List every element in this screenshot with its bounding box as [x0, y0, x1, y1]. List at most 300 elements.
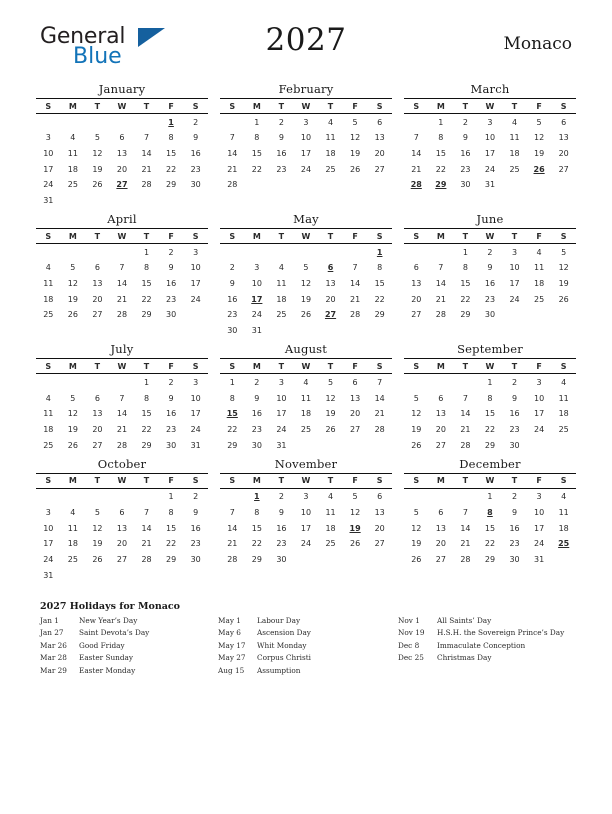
day-cell[interactable]: 14 [411, 148, 422, 158]
day-cell[interactable]: 28 [227, 555, 238, 565]
day-cell[interactable]: 21 [227, 539, 238, 549]
day-cell[interactable]: 23 [276, 164, 287, 174]
day-cell[interactable]: 5 [352, 117, 358, 127]
day-cell[interactable]: 11 [325, 133, 336, 143]
day-cell[interactable]: 8 [254, 133, 260, 143]
day-cell[interactable]: 12 [92, 523, 103, 533]
day-cell[interactable]: 14 [116, 409, 128, 419]
day-cell[interactable]: 5 [94, 133, 100, 143]
day-cell[interactable]: 6 [438, 393, 444, 403]
day-cell[interactable]: 25 [534, 294, 545, 304]
day-cell[interactable]: 27 [558, 164, 569, 174]
day-cell[interactable]: 10 [43, 148, 54, 158]
day-cell[interactable]: 29 [227, 440, 238, 450]
day-cell[interactable]: 6 [119, 133, 125, 143]
day-cell[interactable]: 2 [168, 377, 174, 387]
day-cell[interactable]: 1 [229, 377, 235, 387]
day-cell[interactable]: 3 [487, 117, 493, 127]
day-cell[interactable]: 20 [558, 148, 569, 158]
day-cell[interactable]: 26 [67, 440, 78, 450]
day-cell[interactable]: 24 [534, 539, 545, 549]
day-cell[interactable]: 12 [350, 133, 361, 143]
day-cell[interactable]: 15 [460, 279, 471, 289]
day-cell[interactable]: 3 [303, 492, 309, 502]
day-cell[interactable]: 29 [484, 555, 496, 565]
day-cell[interactable]: 18 [276, 294, 287, 304]
day-cell[interactable]: 22 [166, 539, 177, 549]
day-cell[interactable]: 2 [278, 492, 284, 502]
day-cell[interactable]: 19 [300, 294, 312, 304]
day-cell[interactable]: 16 [227, 294, 238, 304]
day-cell[interactable]: 11 [43, 409, 54, 419]
day-cell[interactable]: 2 [511, 377, 518, 387]
day-cell[interactable]: 8 [377, 263, 383, 273]
day-cell[interactable]: 17 [43, 164, 54, 174]
day-cell[interactable]: 12 [300, 279, 312, 289]
day-cell[interactable]: 13 [435, 523, 446, 533]
day-cell[interactable]: 13 [374, 133, 385, 143]
day-cell[interactable]: 9 [193, 507, 199, 517]
day-cell[interactable]: 9 [254, 393, 260, 403]
day-cell[interactable]: 6 [119, 507, 125, 517]
day-cell[interactable]: 13 [116, 523, 128, 533]
day-cell[interactable]: 23 [166, 294, 177, 304]
day-cell[interactable]: 19 [325, 409, 336, 419]
day-cell[interactable]: 30 [190, 555, 201, 565]
day-cell[interactable]: 9 [511, 393, 518, 403]
day-cell[interactable]: 26 [350, 539, 361, 549]
day-cell[interactable]: 2 [168, 247, 174, 257]
day-cell[interactable]: 29 [251, 555, 262, 565]
day-cell[interactable]: 22 [460, 294, 471, 304]
day-cell[interactable]: 14 [227, 523, 238, 533]
day-cell[interactable]: 1 [143, 377, 150, 387]
day-cell[interactable]: 26 [411, 555, 422, 565]
day-cell[interactable]: 9 [278, 133, 284, 143]
day-cell[interactable]: 20 [374, 148, 385, 158]
day-cell[interactable]: 20 [92, 424, 103, 434]
day-cell[interactable]: 31 [190, 440, 201, 450]
day-cell[interactable]: 31 [251, 326, 262, 336]
day-cell[interactable]: 24 [484, 164, 496, 174]
day-cell[interactable]: 4 [561, 377, 567, 387]
day-cell[interactable]: 9 [462, 133, 468, 143]
day-cell-holiday[interactable]: 6 [327, 263, 334, 273]
day-cell[interactable]: 13 [435, 409, 446, 419]
day-cell[interactable]: 24 [300, 164, 312, 174]
day-cell[interactable]: 18 [67, 164, 78, 174]
day-cell[interactable]: 8 [438, 133, 444, 143]
day-cell[interactable]: 6 [94, 393, 100, 403]
day-cell[interactable]: 22 [166, 164, 177, 174]
day-cell[interactable]: 7 [462, 507, 468, 517]
day-cell[interactable]: 24 [300, 539, 312, 549]
day-cell[interactable]: 23 [251, 424, 262, 434]
day-cell[interactable]: 3 [193, 377, 199, 387]
day-cell[interactable]: 28 [141, 555, 152, 565]
day-cell[interactable]: 11 [558, 393, 569, 403]
day-cell[interactable]: 29 [460, 310, 471, 320]
day-cell[interactable]: 10 [190, 263, 201, 273]
day-cell[interactable]: 7 [377, 377, 383, 387]
day-cell[interactable]: 4 [70, 133, 76, 143]
day-cell[interactable]: 28 [460, 440, 471, 450]
day-cell[interactable]: 30 [276, 555, 287, 565]
day-cell[interactable]: 29 [166, 180, 177, 190]
day-cell[interactable]: 28 [227, 180, 238, 190]
day-cell[interactable]: 15 [435, 148, 446, 158]
day-cell[interactable]: 30 [166, 440, 177, 450]
day-cell[interactable]: 18 [325, 148, 336, 158]
day-cell[interactable]: 5 [94, 507, 100, 517]
day-cell-holiday[interactable]: 25 [558, 539, 570, 549]
day-cell[interactable]: 24 [190, 424, 201, 434]
day-cell[interactable]: 12 [325, 393, 336, 403]
day-cell[interactable]: 23 [509, 539, 520, 549]
day-cell[interactable]: 30 [190, 180, 201, 190]
day-cell[interactable]: 23 [190, 539, 201, 549]
day-cell[interactable]: 3 [45, 507, 51, 517]
day-cell[interactable]: 21 [116, 424, 128, 434]
day-cell[interactable]: 16 [276, 523, 287, 533]
day-cell[interactable]: 20 [435, 424, 446, 434]
day-cell[interactable]: 14 [141, 148, 152, 158]
day-cell[interactable]: 10 [251, 279, 262, 289]
day-cell[interactable]: 19 [558, 279, 569, 289]
day-cell[interactable]: 10 [300, 507, 312, 517]
day-cell[interactable]: 24 [251, 310, 262, 320]
day-cell[interactable]: 12 [411, 523, 422, 533]
day-cell[interactable]: 24 [43, 555, 54, 565]
day-cell[interactable]: 24 [43, 180, 54, 190]
day-cell[interactable]: 17 [190, 279, 201, 289]
day-cell[interactable]: 12 [67, 409, 78, 419]
day-cell[interactable]: 29 [166, 555, 177, 565]
day-cell[interactable]: 11 [43, 279, 54, 289]
day-cell[interactable]: 19 [411, 539, 422, 549]
day-cell[interactable]: 1 [168, 492, 174, 502]
day-cell[interactable]: 12 [92, 148, 103, 158]
day-cell[interactable]: 16 [166, 279, 177, 289]
day-cell[interactable]: 26 [300, 310, 312, 320]
day-cell[interactable]: 16 [190, 523, 201, 533]
day-cell[interactable]: 15 [484, 409, 496, 419]
day-cell[interactable]: 22 [484, 424, 496, 434]
day-cell[interactable]: 21 [411, 164, 422, 174]
day-cell[interactable]: 5 [413, 393, 419, 403]
day-cell[interactable]: 27 [374, 164, 385, 174]
day-cell[interactable]: 4 [536, 247, 542, 257]
day-cell[interactable]: 18 [509, 148, 520, 158]
day-cell[interactable]: 30 [509, 440, 520, 450]
day-cell[interactable]: 6 [413, 263, 419, 273]
day-cell[interactable]: 16 [190, 148, 201, 158]
day-cell[interactable]: 25 [67, 555, 78, 565]
day-cell[interactable]: 7 [462, 393, 468, 403]
day-cell[interactable]: 10 [534, 393, 545, 403]
day-cell[interactable]: 5 [303, 263, 309, 273]
day-cell[interactable]: 24 [190, 294, 201, 304]
day-cell[interactable]: 31 [484, 180, 496, 190]
day-cell[interactable]: 27 [435, 555, 446, 565]
day-cell[interactable]: 23 [509, 424, 520, 434]
day-cell[interactable]: 3 [303, 117, 309, 127]
day-cell[interactable]: 27 [116, 555, 128, 565]
day-cell[interactable]: 28 [116, 440, 128, 450]
day-cell[interactable]: 21 [350, 294, 361, 304]
day-cell[interactable]: 5 [536, 117, 542, 127]
day-cell[interactable]: 5 [70, 263, 76, 273]
day-cell-holiday[interactable]: 27 [116, 180, 128, 190]
day-cell[interactable]: 3 [193, 247, 199, 257]
day-cell[interactable]: 22 [141, 294, 152, 304]
day-cell[interactable]: 27 [374, 539, 385, 549]
day-cell[interactable]: 14 [460, 409, 471, 419]
day-cell[interactable]: 20 [116, 164, 128, 174]
day-cell-holiday[interactable]: 19 [349, 523, 361, 533]
day-cell[interactable]: 18 [43, 294, 54, 304]
day-cell[interactable]: 23 [484, 294, 496, 304]
day-cell[interactable]: 31 [276, 440, 287, 450]
day-cell[interactable]: 20 [116, 539, 128, 549]
day-cell[interactable]: 7 [229, 507, 235, 517]
day-cell[interactable]: 12 [67, 279, 78, 289]
day-cell[interactable]: 7 [143, 507, 150, 517]
day-cell[interactable]: 21 [116, 294, 128, 304]
day-cell[interactable]: 26 [92, 555, 103, 565]
day-cell-holiday[interactable]: 1 [168, 117, 174, 127]
day-cell[interactable]: 13 [92, 279, 103, 289]
day-cell[interactable]: 17 [534, 409, 545, 419]
day-cell[interactable]: 1 [438, 117, 444, 127]
day-cell[interactable]: 18 [325, 523, 336, 533]
day-cell[interactable]: 14 [227, 148, 238, 158]
day-cell[interactable]: 17 [190, 409, 201, 419]
day-cell[interactable]: 12 [558, 263, 569, 273]
day-cell[interactable]: 28 [374, 424, 385, 434]
day-cell[interactable]: 20 [374, 523, 385, 533]
day-cell[interactable]: 6 [377, 492, 383, 502]
day-cell[interactable]: 27 [435, 440, 446, 450]
day-cell[interactable]: 17 [509, 279, 520, 289]
day-cell[interactable]: 27 [350, 424, 361, 434]
day-cell[interactable]: 12 [411, 409, 422, 419]
day-cell-holiday[interactable]: 1 [376, 247, 383, 257]
day-cell[interactable]: 1 [143, 247, 150, 257]
day-cell[interactable]: 9 [168, 393, 174, 403]
day-cell[interactable]: 19 [67, 294, 78, 304]
day-cell-holiday[interactable]: 1 [254, 492, 260, 502]
day-cell[interactable]: 6 [94, 263, 100, 273]
day-cell[interactable]: 12 [350, 507, 361, 517]
day-cell[interactable]: 8 [143, 263, 150, 273]
day-cell[interactable]: 23 [227, 310, 238, 320]
day-cell[interactable]: 10 [509, 263, 520, 273]
day-cell[interactable]: 25 [276, 310, 287, 320]
day-cell[interactable]: 2 [193, 117, 199, 127]
day-cell[interactable]: 26 [558, 294, 569, 304]
day-cell[interactable]: 22 [141, 424, 152, 434]
day-cell[interactable]: 1 [254, 117, 260, 127]
day-cell[interactable]: 3 [536, 377, 542, 387]
day-cell[interactable]: 7 [229, 133, 235, 143]
day-cell[interactable]: 15 [374, 279, 385, 289]
day-cell[interactable]: 13 [374, 507, 385, 517]
day-cell[interactable]: 16 [484, 279, 496, 289]
day-cell[interactable]: 19 [67, 424, 78, 434]
day-cell[interactable]: 30 [484, 310, 496, 320]
day-cell[interactable]: 14 [374, 393, 385, 403]
day-cell[interactable]: 20 [350, 409, 361, 419]
day-cell[interactable]: 30 [251, 440, 262, 450]
day-cell[interactable]: 26 [350, 164, 361, 174]
day-cell-holiday[interactable]: 8 [487, 507, 493, 517]
day-cell[interactable]: 28 [460, 555, 471, 565]
day-cell[interactable]: 10 [534, 507, 545, 517]
day-cell[interactable]: 8 [462, 263, 468, 273]
day-cell[interactable]: 25 [325, 164, 336, 174]
day-cell[interactable]: 23 [166, 424, 177, 434]
day-cell[interactable]: 4 [511, 117, 518, 127]
day-cell[interactable]: 29 [374, 310, 385, 320]
day-cell[interactable]: 22 [435, 164, 446, 174]
day-cell[interactable]: 21 [435, 294, 446, 304]
day-cell[interactable]: 22 [251, 164, 262, 174]
day-cell[interactable]: 28 [141, 180, 152, 190]
day-cell[interactable]: 3 [536, 492, 542, 502]
day-cell[interactable]: 16 [166, 409, 177, 419]
day-cell[interactable]: 11 [534, 263, 545, 273]
day-cell[interactable]: 5 [70, 393, 76, 403]
day-cell[interactable]: 14 [116, 279, 128, 289]
day-cell[interactable]: 26 [411, 440, 422, 450]
day-cell[interactable]: 18 [558, 409, 569, 419]
day-cell[interactable]: 28 [435, 310, 446, 320]
day-cell[interactable]: 13 [116, 148, 128, 158]
day-cell[interactable]: 18 [67, 539, 78, 549]
day-cell[interactable]: 14 [350, 279, 361, 289]
day-cell[interactable]: 3 [511, 247, 518, 257]
day-cell[interactable]: 7 [352, 263, 358, 273]
day-cell[interactable]: 22 [227, 424, 238, 434]
day-cell[interactable]: 21 [227, 164, 238, 174]
day-cell[interactable]: 4 [327, 117, 334, 127]
day-cell[interactable]: 23 [460, 164, 471, 174]
day-cell[interactable]: 25 [300, 424, 312, 434]
day-cell[interactable]: 8 [229, 393, 235, 403]
day-cell[interactable]: 15 [141, 279, 152, 289]
day-cell[interactable]: 10 [43, 523, 54, 533]
day-cell[interactable]: 14 [141, 523, 152, 533]
day-cell[interactable]: 5 [352, 492, 358, 502]
day-cell[interactable]: 6 [352, 377, 358, 387]
day-cell[interactable]: 5 [561, 247, 567, 257]
day-cell[interactable]: 21 [141, 539, 152, 549]
day-cell[interactable]: 27 [92, 440, 103, 450]
day-cell[interactable]: 23 [276, 539, 287, 549]
day-cell[interactable]: 11 [558, 507, 569, 517]
day-cell[interactable]: 22 [484, 539, 496, 549]
day-cell[interactable]: 4 [327, 492, 334, 502]
day-cell[interactable]: 17 [484, 148, 496, 158]
day-cell[interactable]: 25 [43, 440, 54, 450]
day-cell[interactable]: 13 [92, 409, 103, 419]
day-cell[interactable]: 3 [45, 133, 51, 143]
day-cell[interactable]: 15 [251, 523, 262, 533]
day-cell[interactable]: 29 [141, 440, 152, 450]
day-cell[interactable]: 24 [534, 424, 545, 434]
day-cell[interactable]: 7 [119, 263, 125, 273]
day-cell[interactable]: 8 [487, 393, 493, 403]
day-cell[interactable]: 10 [300, 133, 312, 143]
day-cell[interactable]: 27 [411, 310, 422, 320]
day-cell[interactable]: 31 [43, 196, 54, 206]
day-cell[interactable]: 6 [377, 117, 383, 127]
day-cell[interactable]: 8 [254, 507, 260, 517]
day-cell[interactable]: 24 [509, 294, 520, 304]
day-cell[interactable]: 21 [460, 424, 471, 434]
day-cell[interactable]: 16 [509, 409, 520, 419]
day-cell[interactable]: 17 [534, 523, 545, 533]
day-cell[interactable]: 20 [325, 294, 336, 304]
day-cell[interactable]: 23 [190, 164, 201, 174]
day-cell[interactable]: 15 [166, 523, 177, 533]
day-cell-holiday[interactable]: 26 [533, 164, 545, 174]
day-cell[interactable]: 22 [251, 539, 262, 549]
day-cell-holiday[interactable]: 27 [324, 310, 337, 320]
day-cell[interactable]: 21 [460, 539, 471, 549]
day-cell[interactable]: 2 [278, 117, 284, 127]
day-cell[interactable]: 16 [276, 148, 287, 158]
day-cell[interactable]: 30 [509, 555, 520, 565]
day-cell[interactable]: 16 [460, 148, 471, 158]
day-cell[interactable]: 14 [460, 523, 471, 533]
day-cell[interactable]: 15 [166, 148, 177, 158]
day-cell[interactable]: 11 [67, 148, 78, 158]
day-cell[interactable]: 31 [43, 570, 54, 580]
day-cell[interactable]: 4 [303, 377, 309, 387]
day-cell[interactable]: 18 [534, 279, 545, 289]
day-cell[interactable]: 13 [411, 279, 422, 289]
day-cell[interactable]: 17 [300, 523, 312, 533]
day-cell[interactable]: 2 [193, 492, 199, 502]
day-cell[interactable]: 17 [43, 539, 54, 549]
day-cell[interactable]: 19 [92, 164, 103, 174]
day-cell[interactable]: 13 [325, 279, 336, 289]
day-cell[interactable]: 29 [141, 310, 152, 320]
day-cell[interactable]: 25 [67, 180, 78, 190]
day-cell[interactable]: 30 [166, 310, 177, 320]
day-cell[interactable]: 9 [487, 263, 493, 273]
day-cell[interactable]: 13 [350, 393, 361, 403]
day-cell[interactable]: 8 [143, 393, 150, 403]
day-cell[interactable]: 6 [438, 507, 444, 517]
day-cell[interactable]: 25 [558, 424, 569, 434]
day-cell[interactable]: 9 [511, 507, 518, 517]
day-cell[interactable]: 16 [251, 409, 262, 419]
day-cell[interactable]: 20 [92, 294, 103, 304]
day-cell[interactable]: 28 [116, 310, 128, 320]
day-cell[interactable]: 11 [276, 279, 287, 289]
day-cell-holiday[interactable]: 28 [410, 180, 422, 190]
day-cell[interactable]: 29 [484, 440, 496, 450]
day-cell[interactable]: 18 [558, 523, 569, 533]
day-cell[interactable]: 2 [462, 117, 468, 127]
day-cell[interactable]: 20 [435, 539, 446, 549]
day-cell[interactable]: 5 [327, 377, 334, 387]
day-cell[interactable]: 2 [511, 492, 518, 502]
day-cell[interactable]: 30 [227, 326, 238, 336]
